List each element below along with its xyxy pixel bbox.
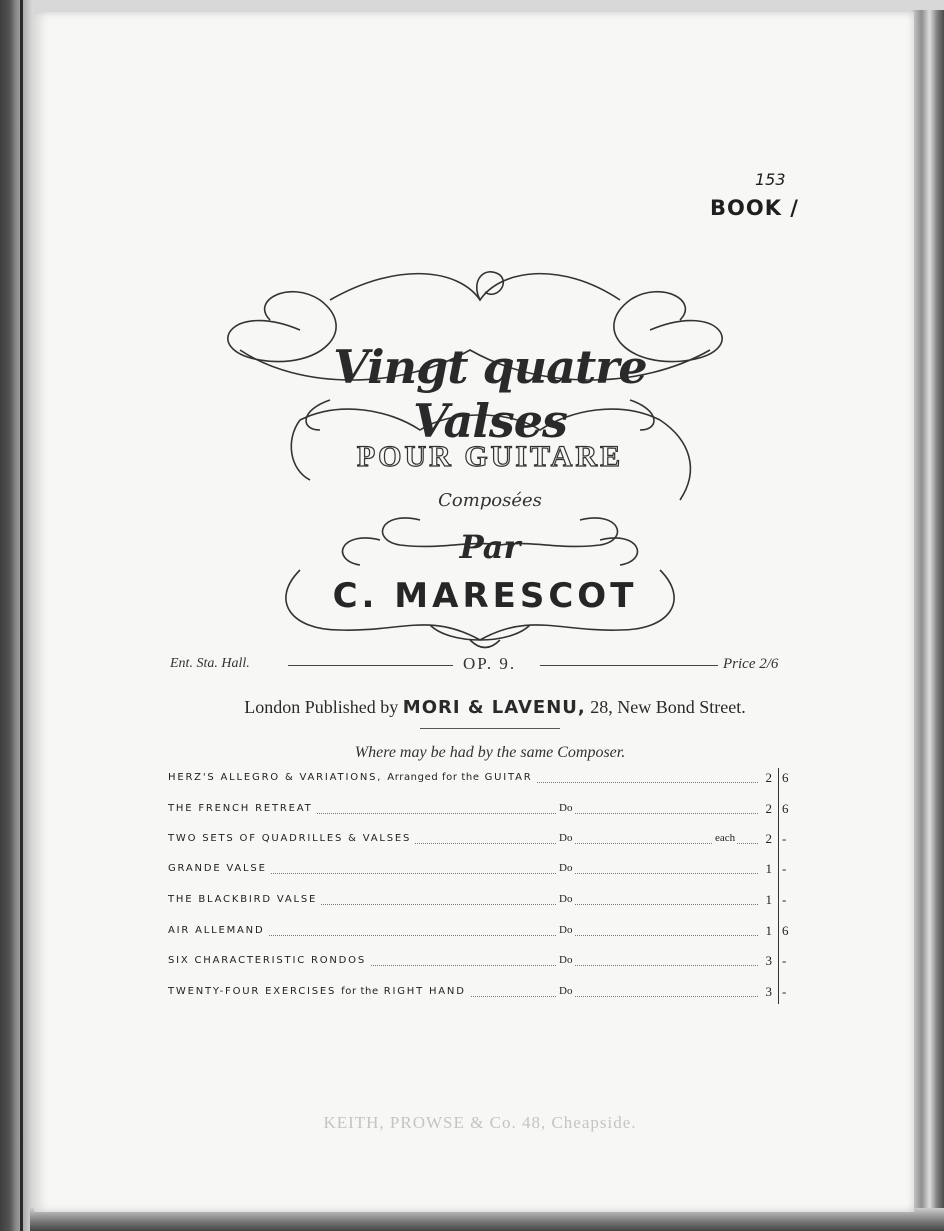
opus-rule-right [540,665,718,666]
catalogue-title: TWO SETS OF QUADRILLES & VALSES [168,833,415,844]
book-label: BOOK / [710,196,799,220]
ditto-mark: Do [556,924,575,936]
price-pence: - [782,861,787,876]
catalogue-title: TWENTY-FOUR EXERCISES for the RIGHT HAND [168,986,470,997]
catalogue-title: HERZ'S ALLEGRO & VARIATIONS, Arranged for the GUITAR [168,772,537,783]
shelf-number: 153 [755,170,786,189]
catalogue-row [168,921,808,951]
ditto-mark: Do [556,862,575,874]
composed-line: Composées [438,490,542,511]
catalogue-row [168,890,808,920]
price-pence: - [782,892,787,907]
catalogue-row [168,829,808,859]
price-pence: - [782,953,787,968]
price-pence: - [782,831,787,846]
price-shillings: 3 [765,953,772,968]
catalogue-row [168,859,808,889]
ditto-mark: Do [556,985,575,997]
ditto-mark: Do [556,893,575,905]
price-shillings: 2 [765,831,772,846]
ditto-mark: Do [556,954,575,966]
catalogue-title: THE BLACKBIRD VALSE [168,894,321,905]
price: Price 2/6 [723,656,779,672]
work-title: Vingt quatre Valses [333,340,647,448]
catalogue-row [168,951,808,981]
catalogue-title: GRANDE VALSE [168,863,271,874]
catalogue-heading: Where may be had by the same Composer. [354,744,626,761]
catalogue-row [168,799,808,829]
catalogue-title: SIX CHARACTERISTIC RONDOS [168,955,370,966]
opus-rule-left [288,665,453,666]
publisher-rule [420,728,560,729]
publisher-address: 28, New Bond Street. [590,697,746,717]
later-publisher-imprint: KEITH, PROWSE & Co. 48, Cheapside. [323,1113,637,1132]
catalogue-row [168,982,808,1012]
publisher-name: MORI & LAVENU, [402,697,586,718]
price-pence: - [782,984,787,999]
binding-edge [20,0,23,1231]
publisher-prefix: London Published by [244,697,399,717]
price-pence: 6 [782,923,789,938]
price-pence: 6 [782,770,789,785]
price-shillings: 1 [765,861,772,876]
by-line: Par [459,528,521,566]
opus-number: OP. 9. [463,654,517,673]
price-column-rule [778,768,779,1004]
price-pence: 6 [782,801,789,816]
instrument-subtitle: POUR GUITARE [356,440,624,473]
price-shillings: 1 [765,892,772,907]
catalogue-title: AIR ALLEMAND [168,925,268,936]
catalogue-row [168,768,808,798]
each-note: each [715,832,736,844]
price-shillings: 1 [765,923,772,938]
price-shillings: 2 [765,770,772,785]
composer-name: C. MARESCOT [332,576,638,616]
entered-stationers-hall: Ent. Sta. Hall. [170,656,250,671]
publisher-line [140,697,850,718]
ditto-mark: Do [556,802,575,814]
price-shillings: 2 [765,801,772,816]
price-shillings: 3 [765,984,772,999]
catalogue-title: THE FRENCH RETREAT [168,803,317,814]
page-fore-edge [912,10,944,1214]
ditto-mark: Do [556,832,575,844]
